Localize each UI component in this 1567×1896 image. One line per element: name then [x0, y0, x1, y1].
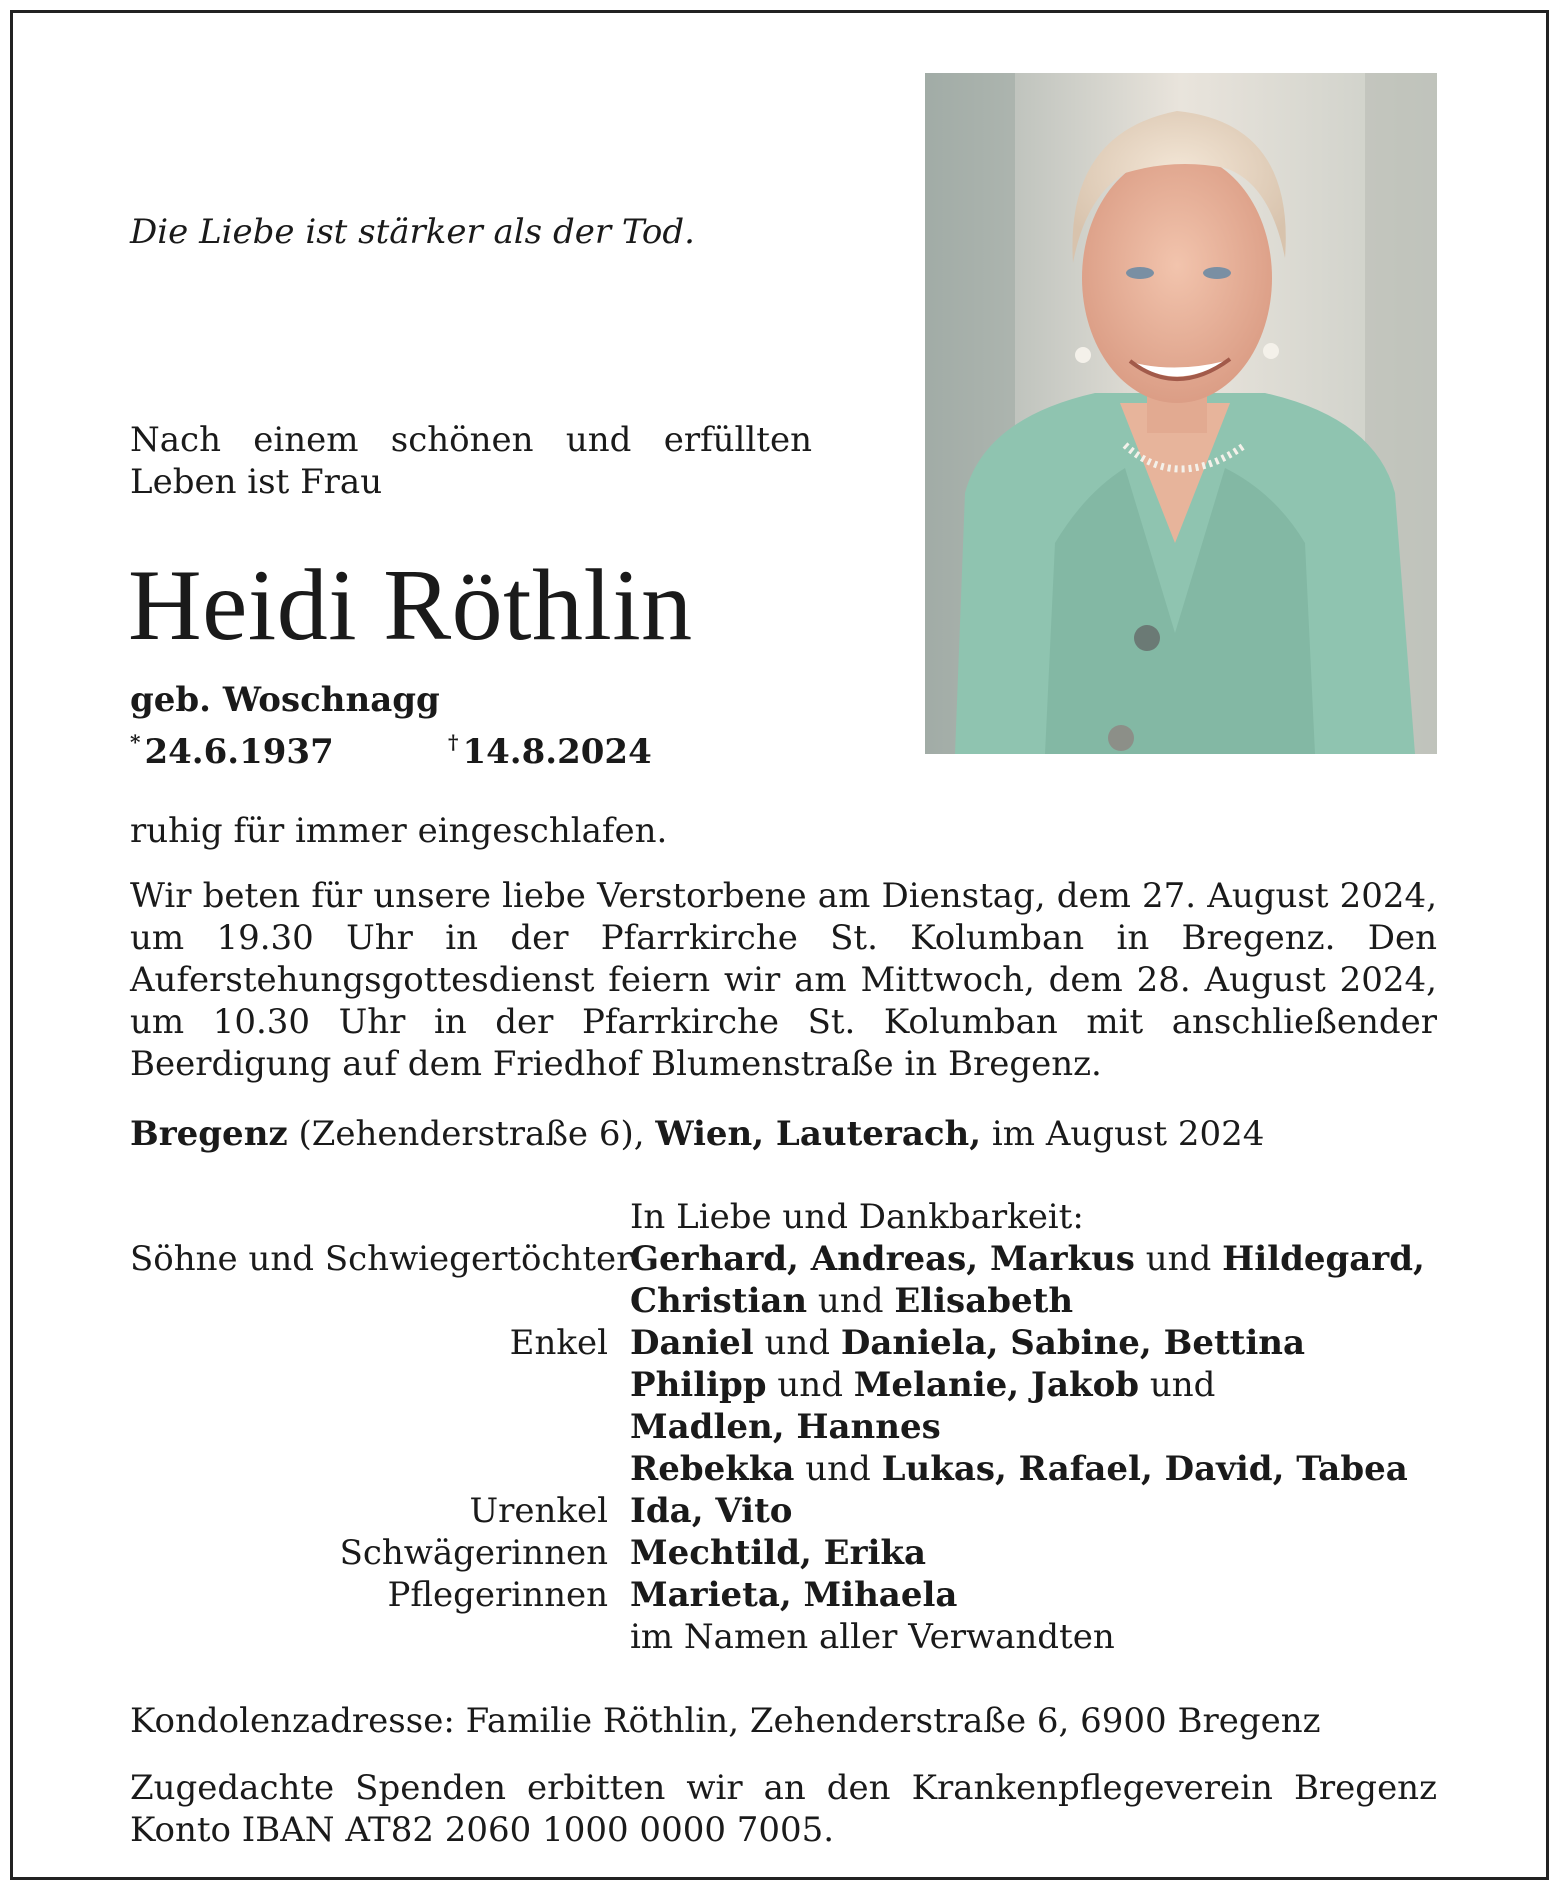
list-item — [130, 1364, 1437, 1406]
names: Lukas, Rafael, David, Tabea — [881, 1449, 1408, 1489]
conjunction: und — [1139, 1365, 1216, 1405]
relation-label: Schwägerinnen — [339, 1533, 608, 1573]
intro-word: Nach — [130, 420, 221, 460]
names: Christian — [630, 1281, 808, 1321]
birth-symbol: * — [130, 730, 141, 754]
birth-date: 24.6.1937 — [144, 732, 334, 772]
list-item — [130, 1490, 1437, 1532]
relation-label: Söhne und Schwiegertöchter — [130, 1239, 633, 1279]
names: Ida, Vito — [630, 1491, 793, 1531]
place-date: im August 2024 — [981, 1114, 1265, 1154]
list-item — [130, 1406, 1437, 1448]
portrait-image — [925, 73, 1437, 754]
names: Mechtild, Erika — [630, 1533, 927, 1573]
intro-line-1 — [130, 419, 812, 461]
names: Rebekka — [630, 1449, 795, 1489]
life-dates — [130, 722, 652, 772]
mourners-heading-row — [130, 1196, 1437, 1238]
relation-label: Pflegerinnen — [387, 1575, 608, 1615]
conjunction: und — [1134, 1239, 1223, 1279]
portrait-photo — [925, 73, 1437, 754]
list-item — [130, 1322, 1437, 1364]
intro-word: schönen — [390, 420, 534, 460]
donation-line-2: Konto IBAN AT82 2060 1000 0000 7005. — [130, 1810, 835, 1850]
names: Marieta, Mihaela — [630, 1575, 958, 1615]
passed-text: ruhig für immer eingeschlafen. — [130, 811, 668, 851]
names: Philipp — [630, 1365, 767, 1405]
list-item — [130, 1532, 1437, 1574]
death-date: 14.8.2024 — [462, 732, 652, 772]
intro-line-2: Leben ist Frau — [130, 462, 383, 502]
relation-label: Urenkel — [469, 1491, 608, 1531]
place-cities: Wien, Lauterach, — [655, 1114, 982, 1154]
intro-text — [130, 419, 812, 503]
names: Madlen, Hannes — [630, 1407, 941, 1447]
intro-word: erfüllten — [663, 420, 812, 460]
condolence-address: Kondolenzadresse: Familie Röthlin, Zehenderstraße 6, 6900 Bregenz — [130, 1701, 1321, 1741]
intro-word: einem — [253, 420, 359, 460]
conjunction: und — [753, 1323, 841, 1363]
names: Daniel — [630, 1323, 754, 1363]
deceased-name: Heidi Röthlin — [128, 549, 693, 662]
service-text: Wir beten für unsere liebe Verstorbene am Dienstag, dem 27. August 2024, um 19.30 Uhr in der Pfarrkirche St. Kolumban in Bregenz. Den Auferstehungsgottesdienst feiern wir am Mittwoch, dem 28. August 2024, um 10.30 Uhr in der Pfarrkirche St. Kolumban mit anschließender Beerdigung auf dem Friedhof Blumenstraße in Bregenz. — [130, 876, 1437, 1084]
names: Daniela, Sabine, Bettina — [840, 1323, 1306, 1363]
mourners-heading: In Liebe und Dankbarkeit: — [630, 1197, 1084, 1237]
conjunction: und — [807, 1281, 895, 1321]
relation-label: Enkel — [509, 1323, 608, 1363]
death-symbol: † — [448, 730, 459, 754]
conjunction: und — [794, 1449, 882, 1489]
names: Elisabeth — [894, 1281, 1074, 1321]
names: Gerhard, Andreas, Markus — [630, 1239, 1135, 1279]
list-item — [130, 1574, 1437, 1616]
relatives-note: im Namen aller Verwandten — [630, 1617, 1115, 1657]
birth-date-group — [130, 732, 334, 772]
mourners-list — [130, 1196, 1437, 1658]
death-date-group — [448, 722, 652, 772]
list-item — [130, 1238, 1437, 1280]
place-date-line — [130, 1113, 1437, 1155]
conjunction: und — [766, 1365, 854, 1405]
donation-text — [130, 1767, 1437, 1851]
names: Melanie, Jakob — [853, 1365, 1140, 1405]
intro-word: und — [565, 420, 632, 460]
donation-line-1: Zugedachte Spenden erbitten wir an den Krankenpflegeverein Bregenz — [130, 1768, 1437, 1808]
motto: Die Liebe ist stärker als der Tod. — [130, 212, 695, 252]
list-item — [130, 1616, 1437, 1658]
born-name: geb. Woschnagg — [130, 680, 440, 720]
place-address: (Zehenderstraße 6), — [287, 1114, 656, 1154]
place-city: Bregenz — [130, 1114, 288, 1154]
list-item — [130, 1280, 1437, 1322]
names: Hildegard, — [1222, 1239, 1425, 1279]
list-item — [130, 1448, 1437, 1490]
